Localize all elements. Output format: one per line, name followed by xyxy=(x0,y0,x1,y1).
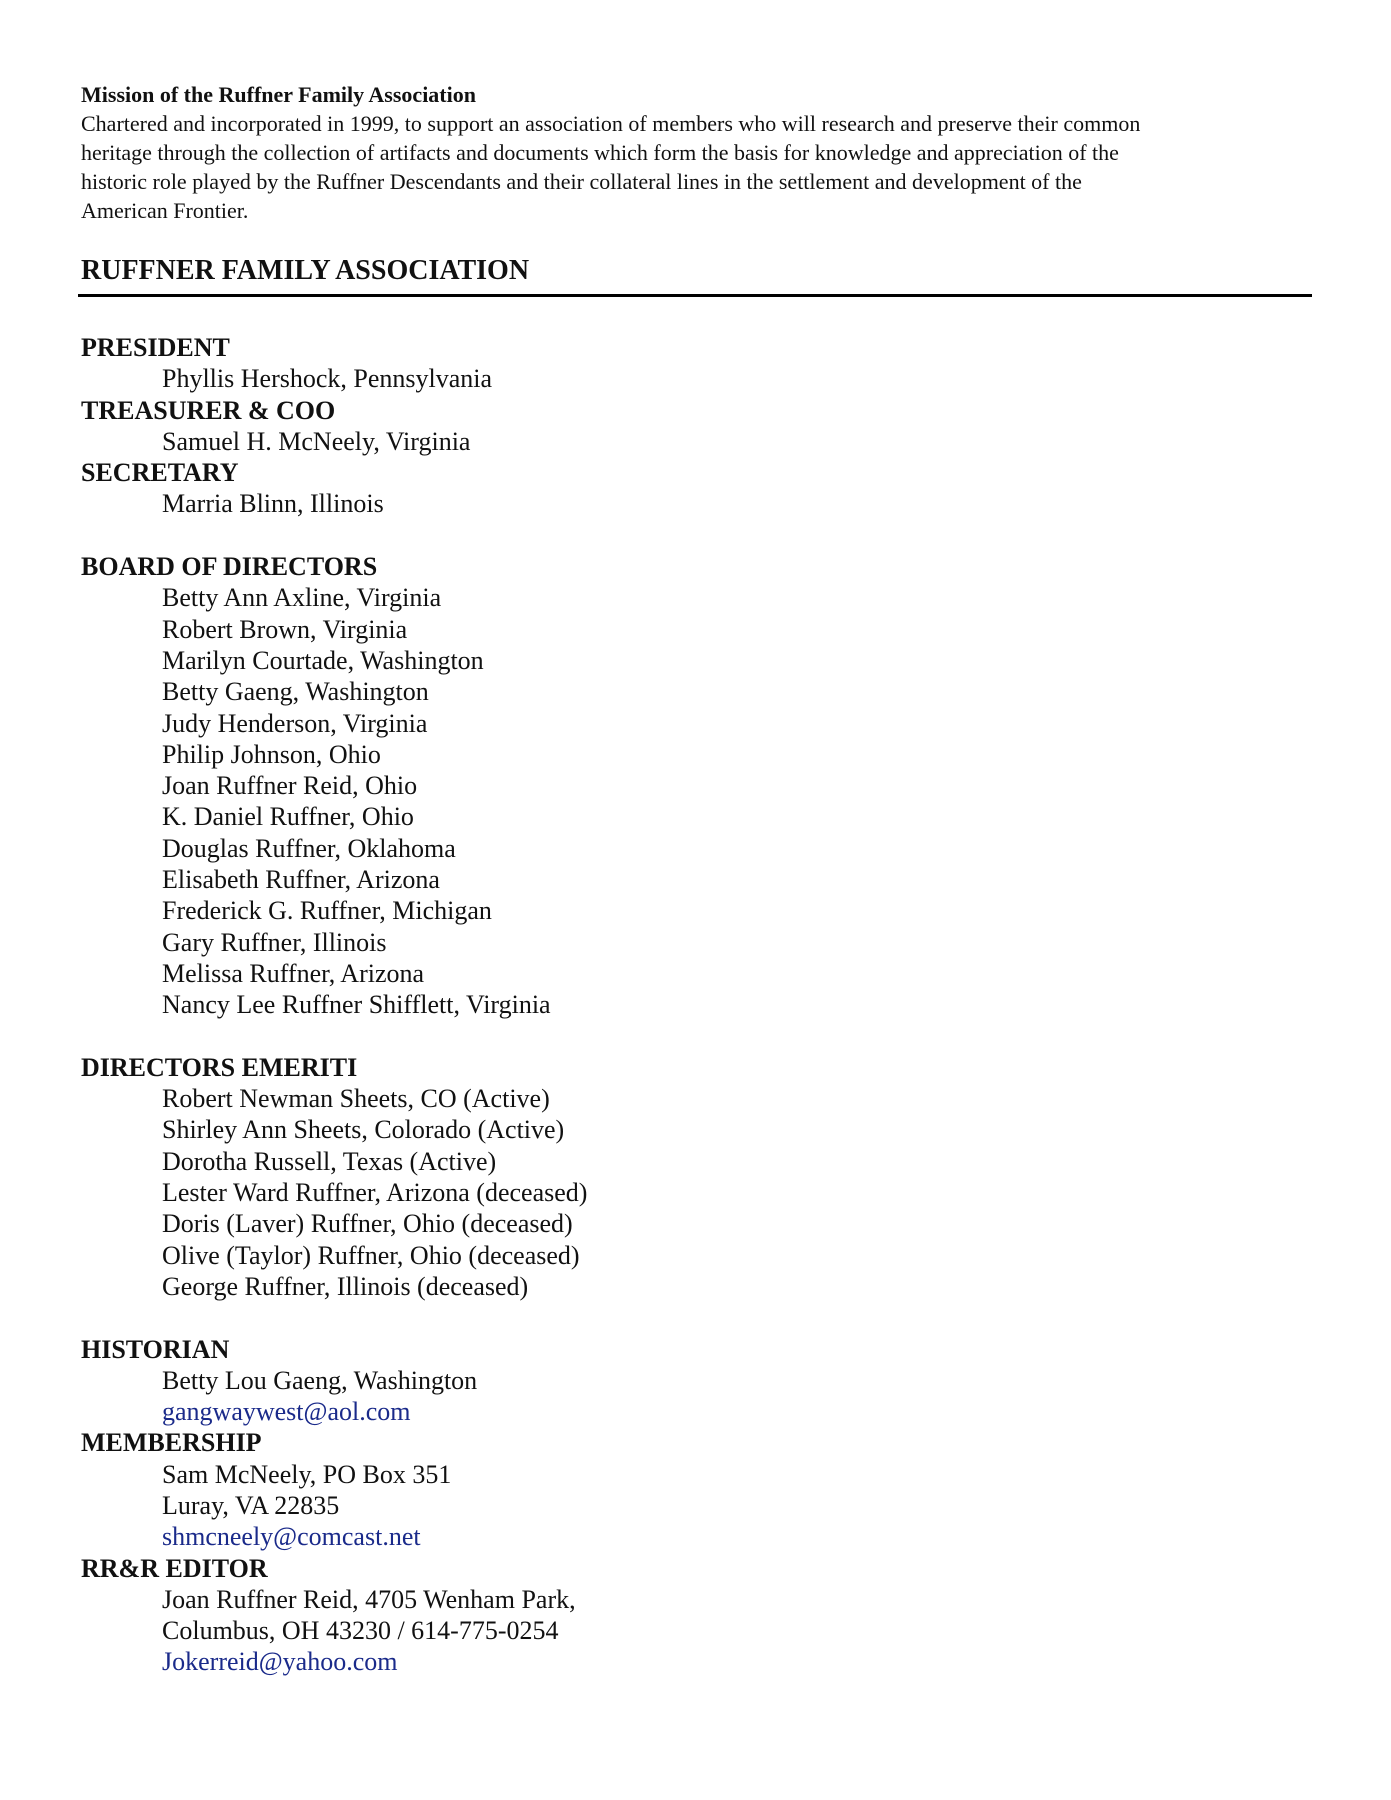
board-member: Melissa Ruffner, Arizona xyxy=(162,958,425,988)
board-member: Frederick G. Ruffner, Michigan xyxy=(162,896,492,926)
board-member: K. Daniel Ruffner, Ohio xyxy=(162,802,414,832)
board-member: Elisabeth Ruffner, Arizona xyxy=(162,865,440,895)
mission-line: Chartered and incorporated in 1999, to support an association of members who will research and preserve their common xyxy=(81,111,1141,136)
emeritus-member: Lester Ward Ruffner, Arizona (deceased) xyxy=(162,1178,588,1208)
board-member: Joan Ruffner Reid, Ohio xyxy=(162,771,418,801)
section-spacer xyxy=(81,1021,587,1052)
board-member: Robert Brown, Virginia xyxy=(162,614,408,644)
emeritus-member: Dorotha Russell, Texas (Active) xyxy=(162,1146,497,1176)
board-member: Judy Henderson, Virginia xyxy=(162,708,428,738)
editor-heading: RR&R EDITOR xyxy=(81,1553,268,1583)
emeritus-member: Doris (Laver) Ruffner, Ohio (deceased) xyxy=(162,1209,573,1239)
treasurer-name: Samuel H. McNeely, Virginia xyxy=(162,426,471,456)
board-member: Nancy Lee Ruffner Shifflett, Virginia xyxy=(162,990,551,1020)
emeriti-heading: DIRECTORS EMERITI xyxy=(81,1052,358,1082)
board-member: Betty Ann Axline, Virginia xyxy=(162,583,442,613)
mission-line: heritage through the collection of artifacts and documents which form the basis for knowledge and appreciation of the xyxy=(81,140,1119,165)
membership-email-link[interactable]: shmcneely@comcast.net xyxy=(162,1522,421,1552)
treasurer-heading: TREASURER & COO xyxy=(81,395,336,425)
emeritus-member: George Ruffner, Illinois (deceased) xyxy=(162,1271,529,1301)
secretary-heading: SECRETARY xyxy=(81,458,239,488)
page-title: RUFFNER FAMILY ASSOCIATION xyxy=(81,255,530,286)
mission-body xyxy=(81,109,1311,225)
emeritus-member: Shirley Ann Sheets, Colorado (Active) xyxy=(162,1115,565,1145)
membership-heading: MEMBERSHIP xyxy=(81,1428,262,1458)
mission-line: historic role played by the Ruffner Descendants and their collateral lines in the settlement and development of the xyxy=(81,169,1082,194)
board-member: Philip Johnson, Ohio xyxy=(162,739,381,769)
emeritus-member: Olive (Taylor) Ruffner, Ohio (deceased) xyxy=(162,1240,580,1270)
board-member: Douglas Ruffner, Oklahoma xyxy=(162,833,456,863)
section-spacer xyxy=(81,520,587,551)
mission-title: Mission of the Ruffner Family Association xyxy=(81,82,476,107)
emeritus-member: Robert Newman Sheets, CO (Active) xyxy=(162,1084,550,1114)
mission-statement xyxy=(81,80,1311,225)
membership-address-line: Sam McNeely, PO Box 351 xyxy=(162,1459,452,1489)
board-heading: BOARD OF DIRECTORS xyxy=(81,552,378,582)
section-spacer xyxy=(81,1302,587,1333)
historian-email-link[interactable]: gangwaywest@aol.com xyxy=(162,1397,411,1427)
board-member: Betty Gaeng, Washington xyxy=(162,677,429,707)
membership-address-line: Luray, VA 22835 xyxy=(162,1490,340,1520)
historian-name: Betty Lou Gaeng, Washington xyxy=(162,1365,478,1395)
editor-address-line: Joan Ruffner Reid, 4705 Wenham Park, xyxy=(162,1584,576,1614)
mission-line: American Frontier. xyxy=(81,198,249,223)
president-name: Phyllis Hershock, Pennsylvania xyxy=(162,364,493,394)
editor-address-line: Columbus, OH 43230 / 614-775-0254 xyxy=(162,1616,559,1646)
title-divider xyxy=(78,294,1312,297)
historian-heading: HISTORIAN xyxy=(81,1334,230,1364)
board-member: Marilyn Courtade, Washington xyxy=(162,645,484,675)
editor-email-link[interactable]: Jokerreid@yahoo.com xyxy=(162,1647,398,1677)
board-member: Gary Ruffner, Illinois xyxy=(162,927,387,957)
officer-listing xyxy=(81,332,587,1678)
president-heading: PRESIDENT xyxy=(81,333,230,362)
secretary-name: Marria Blinn, Illinois xyxy=(162,489,384,519)
